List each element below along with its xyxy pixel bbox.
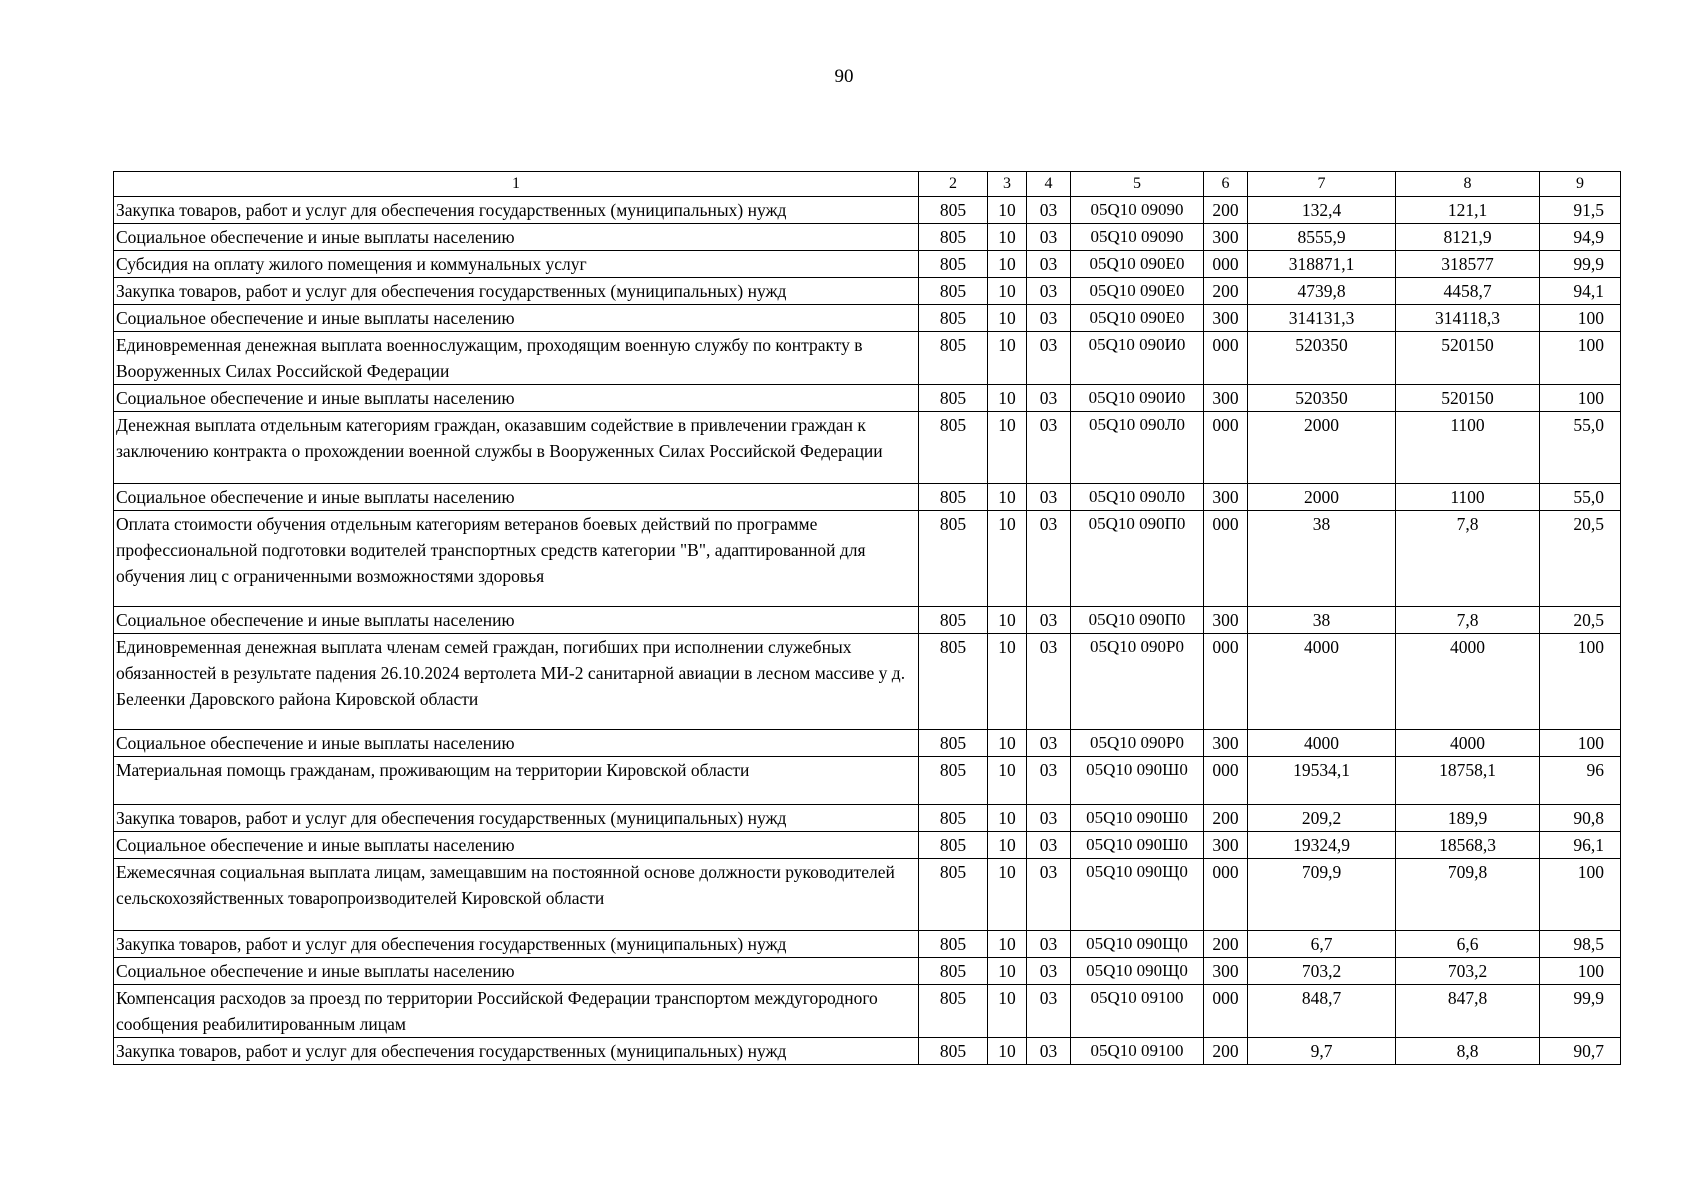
description-cell: Закупка товаров, работ и услуг для обеспечения государственных (муниципальных) нужд [114,1038,919,1065]
execution-percent-cell: 100 [1540,332,1621,385]
description-cell: Компенсация расходов за проезд по территории Российской Федерации транспортом междугородного сообщения реабилитированным лицам [114,985,919,1038]
subsection-cell: 03 [1027,412,1071,484]
executed-amount-cell: 847,8 [1396,985,1540,1038]
planned-amount-cell: 4000 [1248,730,1396,757]
executed-amount-cell: 18758,1 [1396,757,1540,805]
section-cell: 10 [988,607,1027,634]
execution-percent-cell: 100 [1540,958,1621,985]
execution-percent-cell: 100 [1540,305,1621,332]
table-row [114,958,1621,985]
planned-amount-cell: 4739,8 [1248,278,1396,305]
target-article-cell: 05Q10 090Р0 [1071,730,1204,757]
table-body [114,197,1621,1065]
subsection-cell: 03 [1027,511,1071,607]
ministry-code-cell: 805 [919,251,988,278]
section-cell: 10 [988,805,1027,832]
ministry-code-cell: 805 [919,197,988,224]
section-cell: 10 [988,730,1027,757]
executed-amount-cell: 18568,3 [1396,832,1540,859]
execution-percent-cell: 100 [1540,859,1621,931]
ministry-code-cell: 805 [919,332,988,385]
header-cell: 6 [1204,172,1248,197]
expense-type-cell: 200 [1204,197,1248,224]
description-cell: Социальное обеспечение и иные выплаты населению [114,385,919,412]
target-article-cell: 05Q10 09100 [1071,985,1204,1038]
target-article-cell: 05Q10 09090 [1071,197,1204,224]
expense-type-cell: 200 [1204,931,1248,958]
table-header-row [114,172,1621,197]
table-row [114,251,1621,278]
executed-amount-cell: 189,9 [1396,805,1540,832]
planned-amount-cell: 709,9 [1248,859,1396,931]
table-row [114,332,1621,385]
table-row [114,931,1621,958]
section-cell: 10 [988,385,1027,412]
planned-amount-cell: 4000 [1248,634,1396,730]
expense-type-cell: 200 [1204,1038,1248,1065]
table-row [114,757,1621,805]
ministry-code-cell: 805 [919,730,988,757]
ministry-code-cell: 805 [919,805,988,832]
target-article-cell: 05Q10 090Л0 [1071,412,1204,484]
budget-table [113,171,1621,1065]
executed-amount-cell: 314118,3 [1396,305,1540,332]
executed-amount-cell: 520150 [1396,385,1540,412]
expense-type-cell: 300 [1204,484,1248,511]
table-row [114,832,1621,859]
ministry-code-cell: 805 [919,224,988,251]
table-row [114,484,1621,511]
target-article-cell: 05Q10 090И0 [1071,385,1204,412]
expense-type-cell: 300 [1204,305,1248,332]
ministry-code-cell: 805 [919,484,988,511]
planned-amount-cell: 2000 [1248,484,1396,511]
ministry-code-cell: 805 [919,757,988,805]
header-cell: 4 [1027,172,1071,197]
target-article-cell: 05Q10 090Ш0 [1071,757,1204,805]
planned-amount-cell: 703,2 [1248,958,1396,985]
subsection-cell: 03 [1027,607,1071,634]
subsection-cell: 03 [1027,730,1071,757]
subsection-cell: 03 [1027,278,1071,305]
subsection-cell: 03 [1027,634,1071,730]
subsection-cell: 03 [1027,1038,1071,1065]
description-cell: Субсидия на оплату жилого помещения и коммунальных услуг [114,251,919,278]
expense-type-cell: 000 [1204,859,1248,931]
subsection-cell: 03 [1027,832,1071,859]
execution-percent-cell: 20,5 [1540,511,1621,607]
ministry-code-cell: 805 [919,305,988,332]
table-row [114,197,1621,224]
ministry-code-cell: 805 [919,859,988,931]
execution-percent-cell: 99,9 [1540,985,1621,1038]
planned-amount-cell: 2000 [1248,412,1396,484]
expense-type-cell: 300 [1204,832,1248,859]
section-cell: 10 [988,332,1027,385]
target-article-cell: 05Q10 090Ш0 [1071,832,1204,859]
description-cell: Денежная выплата отдельным категориям граждан, оказавшим содействие в привлечении граждан к заключению контракта о прохождении военной службы в Вооруженных Силах Российской Федерации [114,412,919,484]
description-cell: Ежемесячная социальная выплата лицам, замещавшим на постоянной основе должности руководителей сельскохозяйственных товаропроизводителей Кировской области [114,859,919,931]
section-cell: 10 [988,931,1027,958]
subsection-cell: 03 [1027,332,1071,385]
header-cell: 7 [1248,172,1396,197]
planned-amount-cell: 19324,9 [1248,832,1396,859]
subsection-cell: 03 [1027,805,1071,832]
subsection-cell: 03 [1027,859,1071,931]
execution-percent-cell: 20,5 [1540,607,1621,634]
planned-amount-cell: 520350 [1248,385,1396,412]
ministry-code-cell: 805 [919,634,988,730]
executed-amount-cell: 520150 [1396,332,1540,385]
executed-amount-cell: 703,2 [1396,958,1540,985]
ministry-code-cell: 805 [919,511,988,607]
subsection-cell: 03 [1027,251,1071,278]
ministry-code-cell: 805 [919,958,988,985]
page-number: 90 [834,66,854,87]
section-cell: 10 [988,832,1027,859]
expense-type-cell: 200 [1204,278,1248,305]
section-cell: 10 [988,278,1027,305]
header-cell: 8 [1396,172,1540,197]
planned-amount-cell: 8555,9 [1248,224,1396,251]
expense-type-cell: 000 [1204,251,1248,278]
description-cell: Социальное обеспечение и иные выплаты населению [114,832,919,859]
header-cell: 2 [919,172,988,197]
executed-amount-cell: 8121,9 [1396,224,1540,251]
expense-type-cell: 300 [1204,730,1248,757]
header-cell: 5 [1071,172,1204,197]
expense-type-cell: 300 [1204,607,1248,634]
execution-percent-cell: 91,5 [1540,197,1621,224]
subsection-cell: 03 [1027,985,1071,1038]
description-cell: Социальное обеспечение и иные выплаты населению [114,730,919,757]
execution-percent-cell: 100 [1540,385,1621,412]
target-article-cell: 05Q10 090Р0 [1071,634,1204,730]
execution-percent-cell: 99,9 [1540,251,1621,278]
ministry-code-cell: 805 [919,385,988,412]
section-cell: 10 [988,958,1027,985]
description-cell: Социальное обеспечение и иные выплаты населению [114,607,919,634]
ministry-code-cell: 805 [919,832,988,859]
executed-amount-cell: 4458,7 [1396,278,1540,305]
description-cell: Оплата стоимости обучения отдельным категориям ветеранов боевых действий по программе профессиональной подготовки водителей транспортных средств категории "В", адаптированной для обучения лиц с ограниченными возможностями здоровья [114,511,919,607]
table-row [114,607,1621,634]
target-article-cell: 05Q10 090Е0 [1071,251,1204,278]
expense-type-cell: 000 [1204,985,1248,1038]
description-cell: Социальное обеспечение и иные выплаты населению [114,224,919,251]
executed-amount-cell: 7,8 [1396,511,1540,607]
section-cell: 10 [988,251,1027,278]
description-cell: Закупка товаров, работ и услуг для обеспечения государственных (муниципальных) нужд [114,197,919,224]
header-cell: 3 [988,172,1027,197]
target-article-cell: 05Q10 090Л0 [1071,484,1204,511]
expense-type-cell: 300 [1204,224,1248,251]
expense-type-cell: 000 [1204,412,1248,484]
subsection-cell: 03 [1027,385,1071,412]
target-article-cell: 05Q10 090Щ0 [1071,958,1204,985]
section-cell: 10 [988,757,1027,805]
expense-type-cell: 000 [1204,332,1248,385]
target-article-cell: 05Q10 090Щ0 [1071,931,1204,958]
target-article-cell: 05Q10 090П0 [1071,511,1204,607]
table-row [114,412,1621,484]
subsection-cell: 03 [1027,224,1071,251]
target-article-cell: 05Q10 090И0 [1071,332,1204,385]
target-article-cell: 05Q10 090Е0 [1071,305,1204,332]
executed-amount-cell: 7,8 [1396,607,1540,634]
section-cell: 10 [988,305,1027,332]
description-cell: Социальное обеспечение и иные выплаты населению [114,958,919,985]
ministry-code-cell: 805 [919,931,988,958]
target-article-cell: 05Q10 090Щ0 [1071,859,1204,931]
description-cell: Закупка товаров, работ и услуг для обеспечения государственных (муниципальных) нужд [114,805,919,832]
execution-percent-cell: 90,8 [1540,805,1621,832]
ministry-code-cell: 805 [919,607,988,634]
execution-percent-cell: 96 [1540,757,1621,805]
ministry-code-cell: 805 [919,412,988,484]
table-row [114,805,1621,832]
section-cell: 10 [988,484,1027,511]
section-cell: 10 [988,412,1027,484]
execution-percent-cell: 98,5 [1540,931,1621,958]
executed-amount-cell: 1100 [1396,484,1540,511]
table-row [114,1038,1621,1065]
table-row [114,278,1621,305]
executed-amount-cell: 121,1 [1396,197,1540,224]
section-cell: 10 [988,985,1027,1038]
planned-amount-cell: 132,4 [1248,197,1396,224]
target-article-cell: 05Q10 090Е0 [1071,278,1204,305]
executed-amount-cell: 8,8 [1396,1038,1540,1065]
table-row [114,385,1621,412]
target-article-cell: 05Q10 09090 [1071,224,1204,251]
executed-amount-cell: 1100 [1396,412,1540,484]
section-cell: 10 [988,634,1027,730]
executed-amount-cell: 4000 [1396,634,1540,730]
ministry-code-cell: 805 [919,1038,988,1065]
planned-amount-cell: 38 [1248,607,1396,634]
table-row [114,985,1621,1038]
planned-amount-cell: 19534,1 [1248,757,1396,805]
execution-percent-cell: 90,7 [1540,1038,1621,1065]
subsection-cell: 03 [1027,197,1071,224]
table-row [114,224,1621,251]
description-cell: Закупка товаров, работ и услуг для обеспечения государственных (муниципальных) нужд [114,278,919,305]
planned-amount-cell: 9,7 [1248,1038,1396,1065]
description-cell: Единовременная денежная выплата членам семей граждан, погибших при исполнении служебных обязанностей в результате падения 26.10.2024 вертолета МИ-2 санитарной авиации в лесном массиве у д. Белеенки Даровского района Кировской области [114,634,919,730]
planned-amount-cell: 318871,1 [1248,251,1396,278]
table-row [114,859,1621,931]
expense-type-cell: 000 [1204,511,1248,607]
executed-amount-cell: 709,8 [1396,859,1540,931]
table-row [114,730,1621,757]
expense-type-cell: 000 [1204,634,1248,730]
expense-type-cell: 300 [1204,385,1248,412]
table-row [114,305,1621,332]
ministry-code-cell: 805 [919,985,988,1038]
subsection-cell: 03 [1027,958,1071,985]
target-article-cell: 05Q10 090П0 [1071,607,1204,634]
planned-amount-cell: 520350 [1248,332,1396,385]
target-article-cell: 05Q10 09100 [1071,1038,1204,1065]
execution-percent-cell: 94,1 [1540,278,1621,305]
description-cell: Социальное обеспечение и иные выплаты населению [114,484,919,511]
planned-amount-cell: 38 [1248,511,1396,607]
subsection-cell: 03 [1027,757,1071,805]
header-cell: 1 [114,172,919,197]
section-cell: 10 [988,1038,1027,1065]
subsection-cell: 03 [1027,484,1071,511]
header-cell: 9 [1540,172,1621,197]
section-cell: 10 [988,511,1027,607]
execution-percent-cell: 55,0 [1540,484,1621,511]
description-cell: Закупка товаров, работ и услуг для обеспечения государственных (муниципальных) нужд [114,931,919,958]
executed-amount-cell: 4000 [1396,730,1540,757]
ministry-code-cell: 805 [919,278,988,305]
section-cell: 10 [988,859,1027,931]
subsection-cell: 03 [1027,931,1071,958]
subsection-cell: 03 [1027,305,1071,332]
expense-type-cell: 300 [1204,958,1248,985]
section-cell: 10 [988,197,1027,224]
target-article-cell: 05Q10 090Ш0 [1071,805,1204,832]
execution-percent-cell: 55,0 [1540,412,1621,484]
execution-percent-cell: 96,1 [1540,832,1621,859]
planned-amount-cell: 209,2 [1248,805,1396,832]
execution-percent-cell: 100 [1540,634,1621,730]
description-cell: Социальное обеспечение и иные выплаты населению [114,305,919,332]
description-cell: Единовременная денежная выплата военнослужащим, проходящим военную службу по контракту в Вооруженных Силах Российской Федерации [114,332,919,385]
description-cell: Материальная помощь гражданам, проживающим на территории Кировской области [114,757,919,805]
execution-percent-cell: 94,9 [1540,224,1621,251]
table-row [114,511,1621,607]
planned-amount-cell: 6,7 [1248,931,1396,958]
expense-type-cell: 200 [1204,805,1248,832]
planned-amount-cell: 314131,3 [1248,305,1396,332]
execution-percent-cell: 100 [1540,730,1621,757]
executed-amount-cell: 6,6 [1396,931,1540,958]
table-row [114,634,1621,730]
section-cell: 10 [988,224,1027,251]
planned-amount-cell: 848,7 [1248,985,1396,1038]
expense-type-cell: 000 [1204,757,1248,805]
executed-amount-cell: 318577 [1396,251,1540,278]
